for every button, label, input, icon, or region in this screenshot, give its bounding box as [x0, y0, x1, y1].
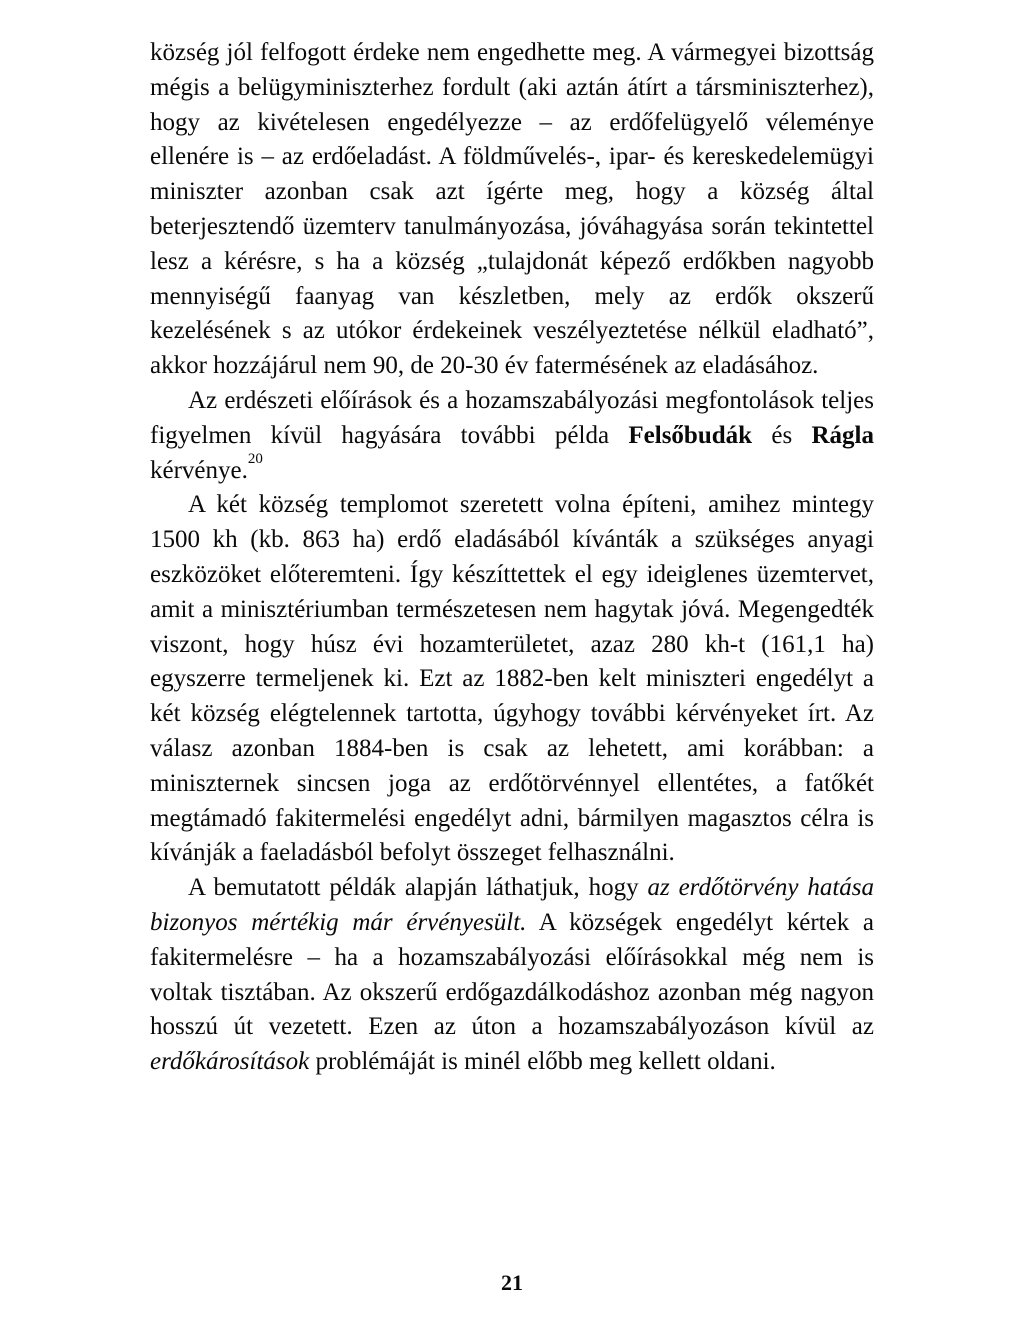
- paragraph-1: község jól felfogott érdeke nem engedhette meg. A vármegyei bizottság mégis a belügyminiszterhez fordult (aki aztán átírt a társminiszterhez), hogy az kivételesen engedélyezze – az erdőfelügyelő véleménye ellenére is – az erdőeladást. A földművelés-, ipar- és kereskedelemügyi miniszter azonban csak azt ígérte meg, hogy a község által beterjesztendő üzemterv tanulmányozása, jóváhagyása során tekintettel lesz a kérésre, s ha a község „tulajdonát képező erdőkben nagyobb mennyiségű faanyag van készletben, mely az erdők okszerű kezelésének s az utókor érdekeinek veszélyeztetése nélkül eladható”, akkor hozzájárul nem 90, de 20-30 év fatermésének az eladásához.: [150, 39, 874, 380]
- paragraph-4-middle: A községek engedélyt kértek a fakitermelésre – ha a hozamszabályozási előírásokkal még nem is voltak tisztában. Az okszerű erdőgazdálkodáshoz azonban még nagyon hosszú út vezetett. Ezen az úton a hozamszabályozáson kívül az: [150, 908, 874, 1041]
- page-number: 21: [501, 1270, 523, 1295]
- paragraph-4-text: A bemutatott példák alapján láthatjuk, hogy: [188, 874, 648, 902]
- emphasis-erdokarositasok: erdőkárosítások: [150, 1048, 310, 1076]
- paragraph-2-ending: kérvénye.: [150, 456, 248, 484]
- paragraph-3: A két község templomot szeretett volna építeni, amihez mintegy 1500 kh (kb. 863 ha) erdő eladásából kívánták a szükséges anyagi eszközöket előteremteni. Így készíttettek el egy ideiglenes üzemtervet, amit a minisztériumban természetesen nem hagytak jóvá. Megengedték viszont, hogy húsz évi hozamterületet, azaz 280 kh-t (161,1 ha) egyszerre termeljenek ki. Ezt az 1882-ben kelt miniszteri engedélyt a két község elégtelennek tartotta, úgyhogy további kérvényeket írt. Az válasz azonban 1884-ben is csak az lehetett, ami korábban: a miniszternek sincsen joga az erdőtörvénnyel ellentétes, a fatőkét megtámadó fakitermelési engedélyt adni, bármilyen magasztos célra is kívánják a faeladásból befolyt összeget felhasználni.: [150, 491, 874, 867]
- paragraph-2: [150, 384, 874, 488]
- footnote-marker[interactable]: 20: [247, 450, 263, 467]
- paragraph-4-ending: problémáját is minél előbb meg kellett oldani.: [309, 1048, 776, 1076]
- place-name-felsobudak: Felsőbudák: [628, 421, 753, 449]
- paragraph-2-conjunction: és: [752, 421, 812, 449]
- paragraph-2-text: Az erdészeti előírások és a hozamszabályozási megfontolások teljes figyelmen kívül hagyására további példa: [150, 386, 874, 449]
- emphasis-erdotorveny: az erdőtörvény hatása bizonyos mértékig már érvényesült.: [150, 874, 875, 936]
- body-text: [150, 36, 874, 1080]
- place-name-ragla: Rágla: [811, 421, 874, 449]
- paragraph-4: [150, 871, 874, 1080]
